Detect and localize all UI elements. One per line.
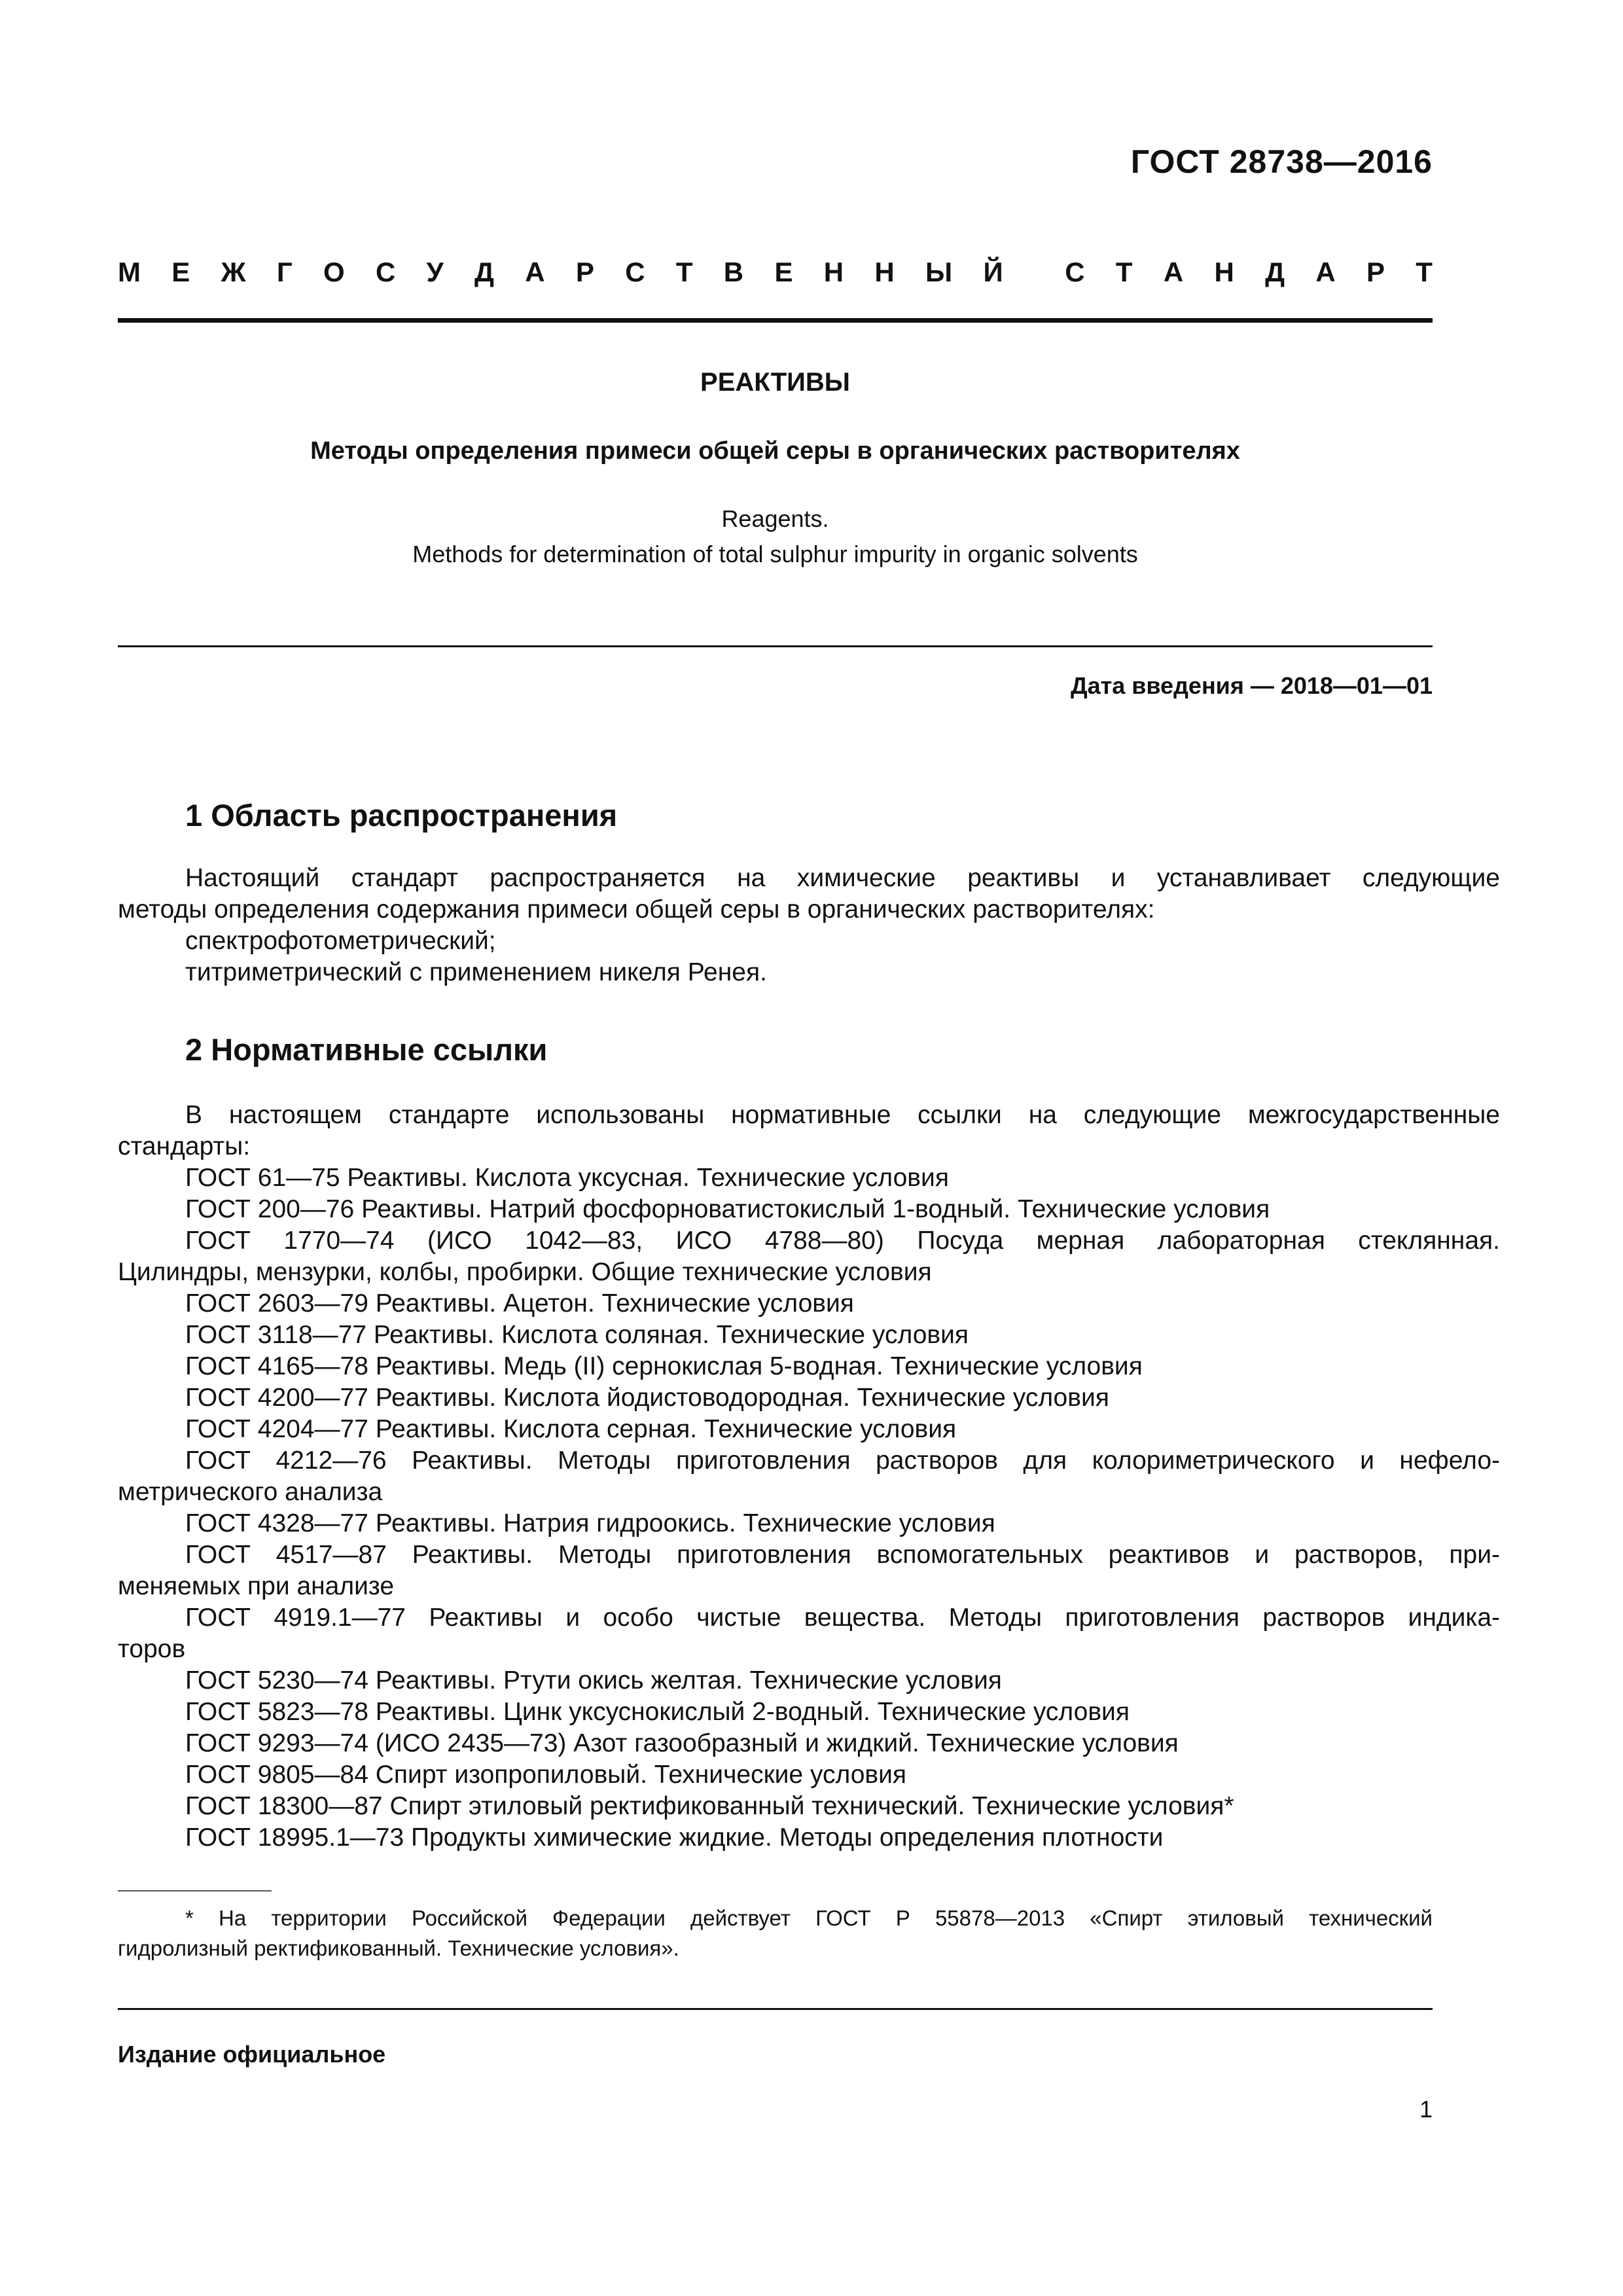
reference-item: ГОСТ 4204—77 Реактивы. Кислота серная. Технические условия <box>185 1415 957 1443</box>
section-1-text-line: методы определения содержания примеси общей серы в органических растворителях: <box>118 895 1155 924</box>
banner-letter: Р <box>575 257 594 287</box>
banner-letter: А <box>525 257 545 287</box>
reference-item-continuation: Цилиндры, мензурки, колбы, пробирки. Общие технические условия <box>118 1258 932 1286</box>
reference-item: ГОСТ 9805—84 Спирт изопропиловый. Технические условия <box>185 1761 907 1789</box>
introduction-date: Дата введения — 2018—01—01 <box>1070 672 1433 699</box>
banner-letter: М <box>118 257 141 287</box>
reference-item-continuation: торов <box>118 1635 186 1663</box>
section-2-heading: 2 Нормативные ссылки <box>185 1032 548 1067</box>
reference-item: ГОСТ 18995.1—73 Продукты химические жидкие. Методы определения плотности <box>185 1823 1164 1852</box>
reference-item-continuation: метрического анализа <box>118 1478 383 1506</box>
section-1-list-item: спектрофотометрический; <box>185 927 496 955</box>
reference-item: ГОСТ 9293—74 (ИСО 2435—73) Азот газообразный и жидкий. Технические условия <box>185 1729 1179 1757</box>
footnote <box>118 1903 1433 1964</box>
banner-letter: С <box>625 257 645 287</box>
banner-letter: Н <box>823 257 844 287</box>
banner-letter: С <box>375 257 396 287</box>
section-1-heading: 1 Область распространения <box>185 798 618 833</box>
banner-letter: О <box>323 257 345 287</box>
interstate-standard-banner <box>118 257 1433 288</box>
banner-letter: Т <box>1416 257 1433 287</box>
reference-item: ГОСТ 1770—74 (ИСО 1042—83, ИСО 4788—80) Посуда мерная лабораторная стеклянная. <box>185 1227 1500 1255</box>
banner-letter: У <box>426 257 444 287</box>
reference-item: ГОСТ 4165—78 Реактивы. Медь (II) сернокислая 5-водная. Технические условия <box>185 1352 1143 1380</box>
reference-item: ГОСТ 5823—78 Реактивы. Цинк уксуснокислый 2-водный. Технические условия <box>185 1698 1130 1726</box>
reference-item: ГОСТ 5230—74 Реактивы. Ртути окись желтая. Технические условия <box>185 1666 1002 1695</box>
document-subtitle-en-1: Reagents. <box>721 505 829 532</box>
section-2-intro-line: стандарты: <box>118 1132 251 1160</box>
reference-item: ГОСТ 4328—77 Реактивы. Натрия гидроокись. Технические условия <box>185 1509 995 1537</box>
footer-divider <box>118 2008 1433 2010</box>
reference-item: ГОСТ 4517—87 Реактивы. Методы приготовления вспомогательных реактивов и растворов, при- <box>185 1541 1500 1569</box>
banner-letter: Т <box>1115 257 1133 287</box>
footnote-line: гидролизный ректификованный. Технические условия». <box>118 1936 679 1960</box>
reference-item-continuation: меняемых при анализе <box>118 1572 395 1600</box>
footnote-divider <box>118 1890 272 1892</box>
banner-letter: В <box>723 257 744 287</box>
banner-letter: Т <box>675 257 693 287</box>
document-subtitle-en-2: Methods for determination of total sulphur impurity in organic solvents <box>412 541 1138 567</box>
reference-item: ГОСТ 4919.1—77 Реактивы и особо чистые вещества. Методы приготовления растворов индика- <box>185 1604 1500 1632</box>
banner-letter: С <box>1065 257 1085 287</box>
reference-item: ГОСТ 4200—77 Реактивы. Кислота йодистоводородная. Технические условия <box>185 1384 1109 1412</box>
title-divider <box>118 645 1433 647</box>
header-divider <box>118 318 1433 323</box>
section-2-intro-line: В настоящем стандарте использованы нормативные ссылки на следующие межгосударственные <box>185 1101 1500 1129</box>
banner-letter: Ы <box>925 257 953 287</box>
banner-letter: Е <box>171 257 190 287</box>
reference-item: ГОСТ 18300—87 Спирт этиловый ректификованный технический. Технические условия* <box>185 1792 1234 1820</box>
reference-item: ГОСТ 2603—79 Реактивы. Ацетон. Технические условия <box>185 1289 854 1318</box>
reference-item: ГОСТ 61—75 Реактивы. Кислота уксусная. Технические условия <box>185 1164 949 1192</box>
reference-item: ГОСТ 200—76 Реактивы. Натрий фосфорноватистокислый 1-водный. Технические условия <box>185 1195 1270 1223</box>
reference-item: ГОСТ 4212—76 Реактивы. Методы приготовления растворов для колориметрического и нефело- <box>185 1446 1500 1475</box>
document-code: ГОСТ 28738—2016 <box>1130 143 1433 180</box>
banner-letter: Н <box>874 257 895 287</box>
page-number: 1 <box>1419 2096 1433 2123</box>
banner-letter: Р <box>1366 257 1385 287</box>
official-edition-label: Издание официальное <box>118 2041 386 2068</box>
banner-letter: Е <box>774 257 793 287</box>
banner-letter: А <box>1163 257 1184 287</box>
banner-letter: Д <box>1265 257 1285 287</box>
banner-letter: А <box>1315 257 1336 287</box>
section-1-text-line: Настоящий стандарт распространяется на химические реактивы и устанавливает следующие <box>185 864 1500 892</box>
banner-letter: Н <box>1214 257 1234 287</box>
document-subtitle-ru: Методы определения примеси общей серы в органических растворителях <box>310 437 1240 465</box>
footnote-line: * На территории Российской Федерации действует ГОСТ Р 55878—2013 «Спирт этиловый технический <box>185 1906 1433 1930</box>
banner-letter: Д <box>474 257 494 287</box>
banner-letter: Й <box>983 257 1003 287</box>
section-1-list-item: титриметрический с применением никеля Ренея. <box>185 958 767 986</box>
reference-item: ГОСТ 3118—77 Реактивы. Кислота соляная. Технические условия <box>185 1321 969 1349</box>
banner-letter: Г <box>276 257 293 287</box>
document-title: РЕАКТИВЫ <box>700 368 850 397</box>
banner-letter: Ж <box>221 257 246 287</box>
